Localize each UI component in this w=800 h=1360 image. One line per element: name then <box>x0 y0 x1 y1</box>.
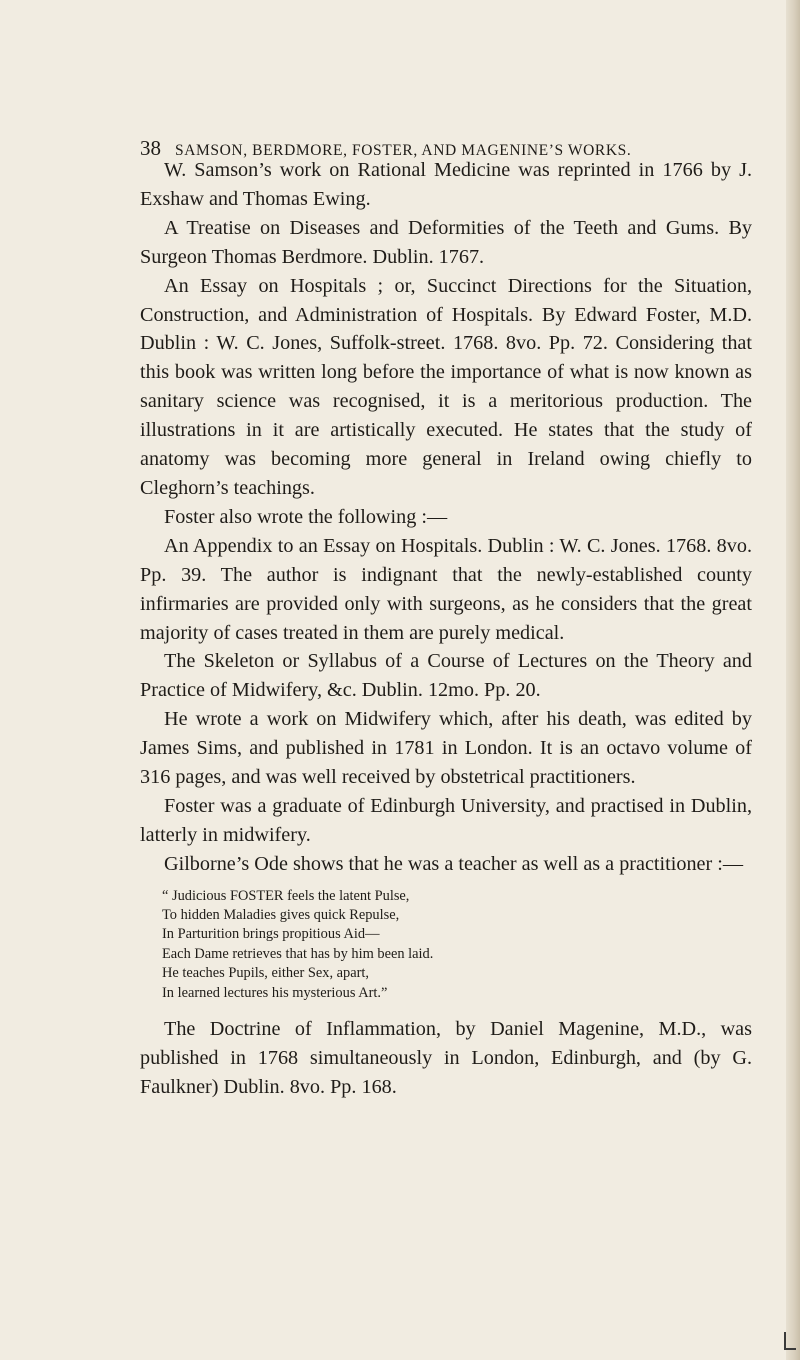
ode-quotation <box>162 887 752 1003</box>
verse-line: Each Dame retrieves that has by him been laid. <box>162 945 434 962</box>
paragraph-midwifery-work: He wrote a work on Midwifery which, after his death, was edited by James Sims, and published in 1781 in London. It is an octavo volume of 316 pages, and was well received by obstetrical practitioners. <box>140 708 752 789</box>
paragraph-essay-on-hospitals: An Essay on Hospitals ; or, Succinct Directions for the Situation, Construction, and Administration of Hospitals. By Edward Foster, M.D. Dublin : W. C. Jones, Suffolk-street. 1768. 8vo. Pp. 72. Considering that this book was written long before the importance of what is now known as sanitary science was recognised, it is a meritorious production. The illustrations in it are artistically executed. He states that the study of anatomy was becoming more general in Ireland owing chiefly to Cleghorn’s teachings. <box>140 274 752 499</box>
page-number: 38 <box>140 136 161 160</box>
paragraph-foster-also: Foster also wrote the following :— <box>164 505 448 528</box>
paragraph-gilborne-ode: Gilborne’s Ode shows that he was a teacher as well as a practitioner :— <box>164 852 744 875</box>
paragraph-samson: W. Samson’s work on Rational Medicine was reprinted in 1766 by J. Exshaw and Thomas Ewing. <box>140 159 752 210</box>
verse-line: To hidden Maladies gives quick Repulse, <box>162 907 400 924</box>
verse-line: “ Judicious FOSTER feels the latent Pulse, <box>162 887 410 904</box>
verse-line: In Parturition brings propitious Aid— <box>162 926 380 943</box>
verse-line: He teaches Pupils, either Sex, apart, <box>162 965 369 982</box>
paragraph-foster-graduate: Foster was a graduate of Edinburgh University, and practised in Dublin, latterly in midwifery. <box>140 794 752 846</box>
paragraph-appendix: An Appendix to an Essay on Hospitals. Dublin : W. C. Jones. 1768. 8vo. Pp. 39. The author is indignant that the newly-established county infirmaries are provided only with surgeons, as he considers that the great majority of cases treated in them are purely medical. <box>140 534 752 644</box>
paragraph-berdmore: A Treatise on Diseases and Deformities of the Teeth and Gums. By Surgeon Thomas Berdmore. Dublin. 1767. <box>140 216 752 268</box>
body-text <box>140 156 752 1102</box>
page-edge <box>786 0 800 1360</box>
verse-line: In learned lectures his mysterious Art.” <box>162 984 388 1001</box>
running-title: SAMSON, BERDMORE, FOSTER, AND MAGENINE’S WORKS. <box>175 142 632 159</box>
page-corner-mark <box>784 1332 796 1350</box>
paragraph-magenine: The Doctrine of Inflammation, by Daniel Magenine, M.D., was published in 1768 simultaneously in London, Edinburgh, and (by G. Faulkner) Dublin. 8vo. Pp. 168. <box>140 1018 752 1098</box>
paragraph-skeleton-syllabus: The Skeleton or Syllabus of a Course of Lectures on the Theory and Practice of Midwifery, &c. Dublin. 12mo. Pp. 20. <box>140 650 752 702</box>
